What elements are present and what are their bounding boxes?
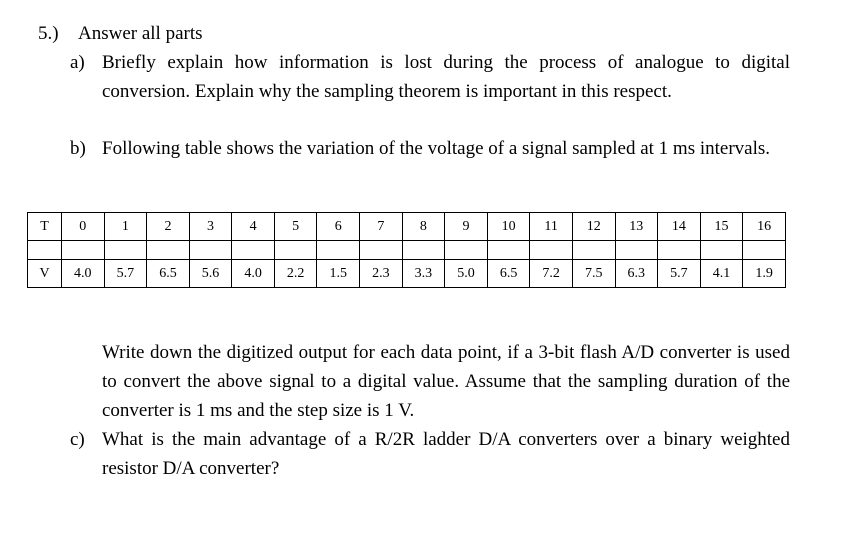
time-cell: 13 [615,213,658,241]
gap-cell [147,241,190,260]
time-cell: 1 [104,213,147,241]
gap-cell [658,241,701,260]
voltage-cell: 7.2 [530,260,573,288]
question-instruction: Answer all parts [78,23,203,44]
time-cell: 15 [700,213,743,241]
voltage-cell: 5.6 [189,260,232,288]
part-c-text: What is the main advantage of a R/2R ladder D/A converters over a binary weighted resistor D/A converter? [102,429,790,479]
part-b-text: Following table shows the variation of the voltage of a signal sampled at 1 ms intervals. [102,138,771,159]
table-gap-row [28,241,786,260]
voltage-cell: 4.0 [232,260,275,288]
part-c [70,425,790,483]
voltage-cell: 7.5 [572,260,615,288]
gap-cell [530,241,573,260]
gap-cell [232,241,275,260]
voltage-cell: 3.3 [402,260,445,288]
voltage-cell: 2.3 [360,260,403,288]
gap-cell [572,241,615,260]
part-b-followup: Write down the digitized output for each data point, if a 3-bit flash A/D converter is used to convert the above signal to a digital value. Assume that the sampling duration of the converter is 1 ms and the step size is 1 V. [102,342,790,421]
time-cell: 10 [487,213,530,241]
time-cell: 14 [658,213,701,241]
question-heading [38,20,203,48]
gap-cell [615,241,658,260]
gap-cell [104,241,147,260]
part-b [70,134,790,163]
voltage-cell: 5.0 [445,260,488,288]
time-cell: 16 [743,213,786,241]
gap-cell [445,241,488,260]
time-cell: 9 [445,213,488,241]
voltage-row [28,260,786,288]
gap-cell [700,241,743,260]
part-a-marker: a) [70,52,85,73]
gap-cell [487,241,530,260]
gap-cell [274,241,317,260]
gap-cell [317,241,360,260]
time-label: T [28,213,62,241]
gap-cell [189,241,232,260]
time-cell: 11 [530,213,573,241]
voltage-table [27,212,786,288]
time-cell: 0 [62,213,105,241]
time-cell: 8 [402,213,445,241]
voltage-cell: 2.2 [274,260,317,288]
voltage-cell: 6.5 [487,260,530,288]
voltage-cell: 6.5 [147,260,190,288]
time-cell: 6 [317,213,360,241]
voltage-cell: 1.9 [743,260,786,288]
time-cell: 7 [360,213,403,241]
time-row [28,213,786,241]
voltage-cell: 5.7 [658,260,701,288]
voltage-label: V [28,260,62,288]
time-cell: 5 [274,213,317,241]
gap-cell [402,241,445,260]
voltage-cell: 6.3 [615,260,658,288]
question-number: 5.) [38,23,59,44]
time-cell: 4 [232,213,275,241]
gap-cell [28,241,62,260]
time-cell: 2 [147,213,190,241]
voltage-cell: 5.7 [104,260,147,288]
part-b-marker: b) [70,138,86,159]
part-a [70,48,790,106]
gap-cell [62,241,105,260]
gap-cell [360,241,403,260]
time-cell: 12 [572,213,615,241]
part-a-text: Briefly explain how information is lost during the process of analogue to digital conversion. Explain why the sampling theorem is important in this respect. [102,52,790,102]
gap-cell [743,241,786,260]
time-cell: 3 [189,213,232,241]
voltage-cell: 4.1 [700,260,743,288]
voltage-cell: 4.0 [62,260,105,288]
voltage-cell: 1.5 [317,260,360,288]
part-c-marker: c) [70,429,85,450]
